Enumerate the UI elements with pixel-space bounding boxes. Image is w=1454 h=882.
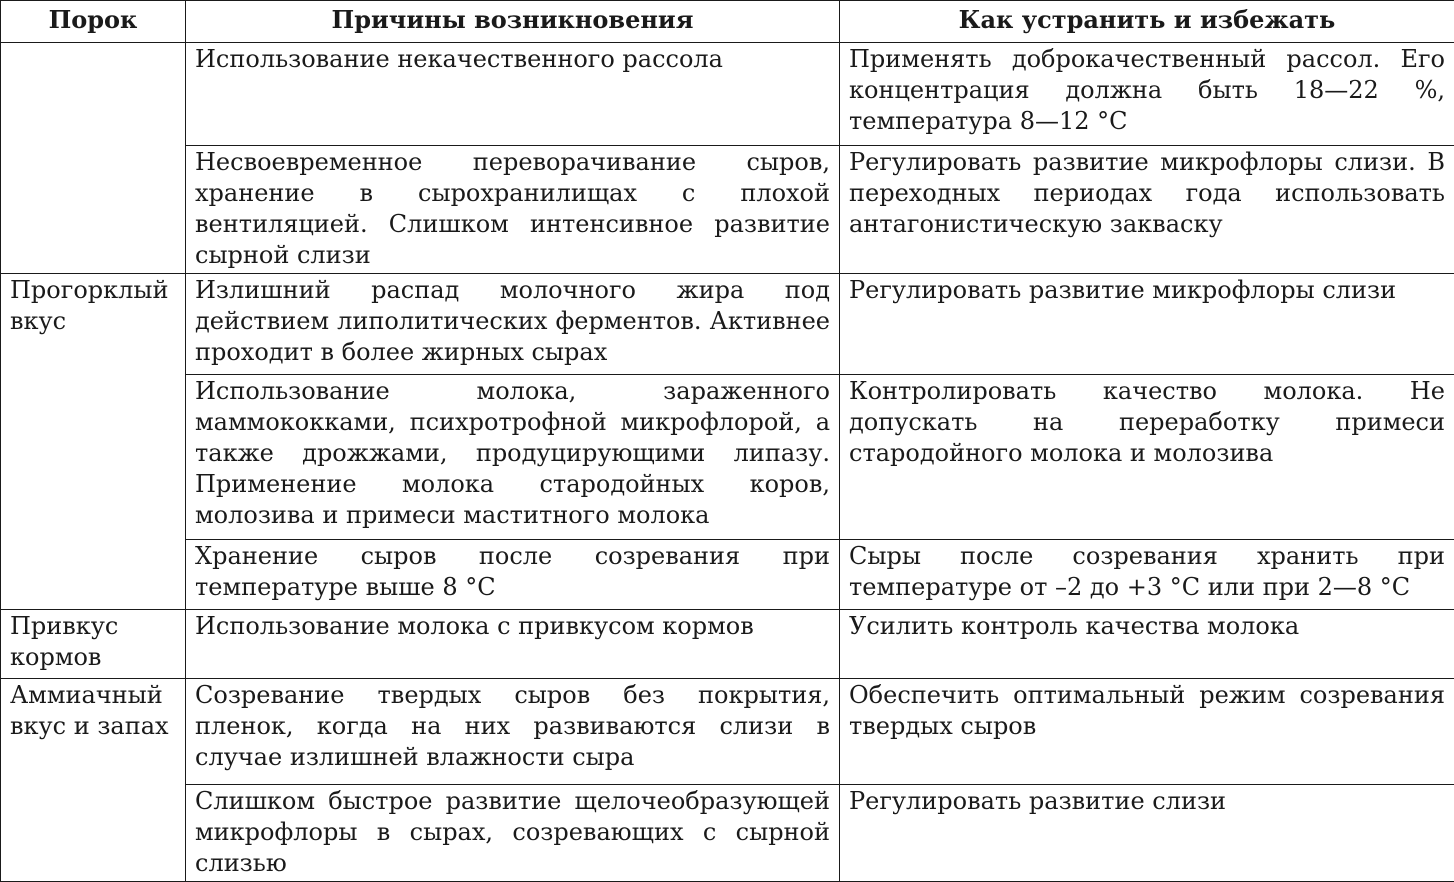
table-row (1, 785, 1454, 882)
cause-cell: Использование молока, зараженного маммококками, психротрофной микрофлорой, а также дрожжами, продуцирующими липазу. Применение молока стародойных коров, молозива и примеси маститного молока (186, 375, 840, 540)
cause-cell: Созревание твердых сыров без покрытия, пленок, когда на них развиваются слизи в случае излишней влажности сыра (186, 679, 840, 785)
cause-cell: Слишком быстрое развитие щелочеобразующей микрофлоры в сырах, созревающих с сырной слизью (186, 785, 840, 882)
table-row (1, 610, 1454, 679)
cause-cell: Излишний распад молочного жира под действием липолитических ферментов. Активнее проходит в более жирных сырах (186, 274, 840, 375)
fix-cell: Регулировать развитие микрофлоры слизи. В переходных периодах года использовать антагонистическую закваску (840, 146, 1454, 274)
table-row (1, 43, 1454, 146)
table-row (1, 146, 1454, 274)
defect-cell (1, 43, 186, 274)
defect-cell: Прогорклый вкус (1, 274, 186, 610)
header-cause: Причины возникновения (186, 1, 840, 43)
defect-cell: Аммиачный вкус и запах (1, 679, 186, 882)
fix-cell: Обеспечить оптимальный режим созревания твердых сыров (840, 679, 1454, 785)
cause-cell: Несвоевременное переворачивание сыров, хранение в сырохранилищах с плохой вентиляцией. Слишком интенсивное развитие сырной слизи (186, 146, 840, 274)
table-row (1, 679, 1454, 785)
cause-cell: Использование молока с привкусом кормов (186, 610, 840, 679)
defect-cell: Привкус кормов (1, 610, 186, 679)
fix-cell: Контролировать качество молока. Не допускать на переработку примеси стародойного молока и молозива (840, 375, 1454, 540)
header-row (1, 1, 1454, 43)
table-row (1, 375, 1454, 540)
fix-cell: Применять доброкачественный рассол. Его концентрация должна быть 18—22 %, температура 8—12 °С (840, 43, 1454, 146)
fix-cell: Усилить контроль качества молока (840, 610, 1454, 679)
header-defect: Порок (1, 1, 186, 43)
cause-cell: Использование некачественного рассола (186, 43, 840, 146)
table-row (1, 540, 1454, 610)
fix-cell: Регулировать развитие микрофлоры слизи (840, 274, 1454, 375)
table-row (1, 274, 1454, 375)
fix-cell: Сыры после созревания хранить при температуре от –2 до +3 °С или при 2—8 °С (840, 540, 1454, 610)
cause-cell: Хранение сыров после созревания при температуре выше 8 °С (186, 540, 840, 610)
fix-cell: Регулировать развитие слизи (840, 785, 1454, 882)
header-fix: Как устранить и избежать (840, 1, 1454, 43)
